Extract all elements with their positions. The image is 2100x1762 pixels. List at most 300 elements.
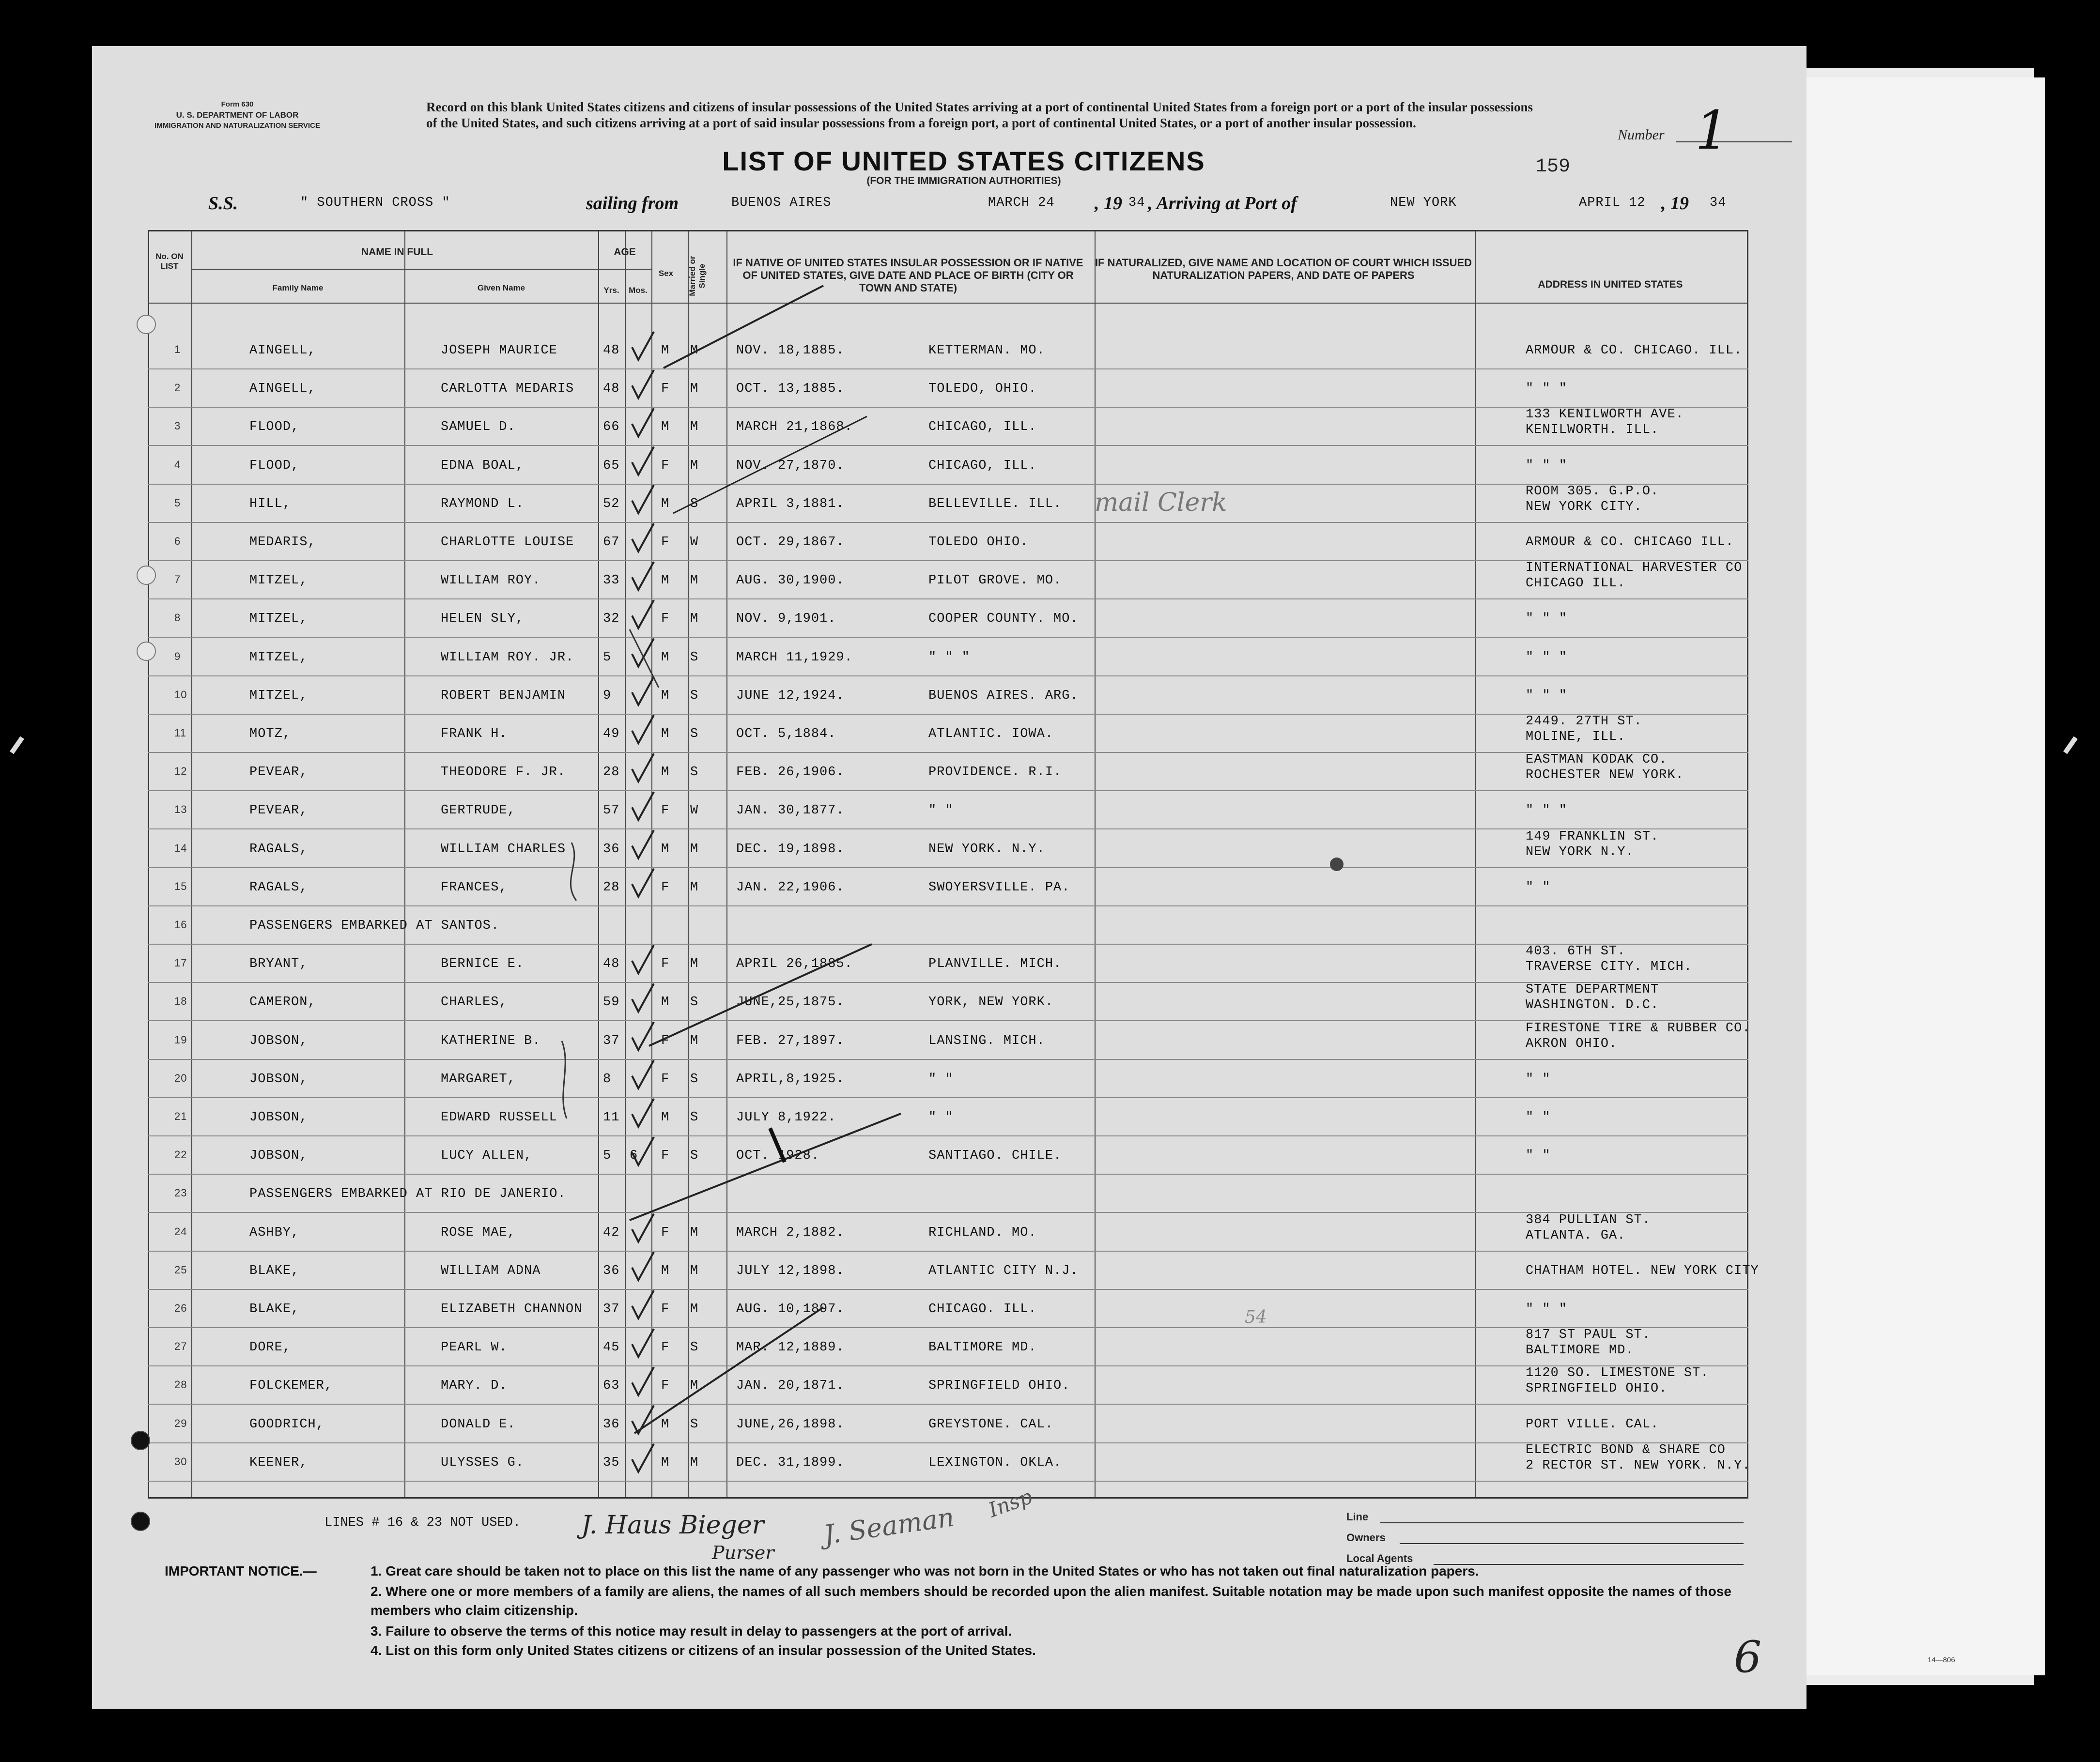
underlying-sheet-edge (1792, 77, 2045, 1675)
birth-date: NOV. 18,1885. (736, 343, 845, 358)
given-name: WILLIAM ROY. (441, 573, 541, 588)
marital-status: W (690, 803, 699, 818)
family-name: PASSENGERS EMBARKED AT SANTOS. (249, 919, 500, 933)
row-rule (148, 368, 1748, 369)
header-rule (191, 269, 651, 270)
marital-status: S (690, 1110, 699, 1125)
birth-place: LANSING. MICH. (928, 1033, 1045, 1048)
sex: M (661, 1417, 670, 1432)
row-rule (148, 1097, 1748, 1098)
sex: M (661, 343, 670, 358)
birth-date: APRIL 3,1881. (736, 496, 845, 511)
address-line-1: " " " (1526, 803, 1568, 818)
birth-place: " " (928, 803, 954, 818)
sex: F (661, 1225, 670, 1240)
page-subtitle: (FOR THE IMMIGRATION AUTHORITIES) (866, 175, 1061, 186)
row-number: 8 (174, 612, 181, 624)
row-rule (148, 560, 1748, 561)
family-name: PEVEAR, (249, 765, 308, 780)
purser-signature: J. Haus Bieger (581, 1511, 764, 1540)
address-line-1: FIRESTONE TIRE & RUBBER CO. (1526, 1021, 1751, 1036)
birth-date: AUG. 30,1900. (736, 573, 845, 588)
notice-item-2: 2. Where one or more members of a family are aliens, the names of all such members should be recorded upon the alien manifest. Suitable notation may be made upon such manifest opposite the names of those members who claim citizenship. (371, 1584, 1731, 1618)
age-years: 5 (603, 1149, 612, 1164)
binder-hole (131, 1512, 150, 1531)
row-number: 2 (174, 382, 181, 394)
marital-status: M (690, 458, 699, 473)
age-years: 66 (603, 420, 620, 435)
col-family-name: Family Name (272, 283, 324, 292)
address-line-1: " " " (1526, 650, 1568, 665)
row-rule (148, 828, 1748, 829)
age-years: 37 (603, 1033, 620, 1048)
departure-date: MARCH 24 (988, 196, 1055, 210)
given-name: BERNICE E. (441, 957, 525, 972)
marital-status: S (690, 1340, 699, 1355)
sex: M (661, 650, 670, 665)
table-row (148, 523, 1748, 562)
row-number: 24 (174, 1225, 187, 1238)
table-row (148, 1329, 1748, 1367)
given-name: SAMUEL D. (441, 420, 516, 435)
marital-status: M (690, 1033, 699, 1048)
line-label: Line (1346, 1511, 1369, 1523)
address-line-1: CHATHAM HOTEL. NEW YORK CITY (1526, 1263, 1759, 1278)
given-name: EDWARD RUSSELL (441, 1110, 557, 1125)
departure-port: BUENOS AIRES (731, 196, 832, 210)
given-name: LUCY ALLEN, (441, 1149, 533, 1164)
age-years: 59 (603, 995, 620, 1010)
sex: M (661, 765, 670, 780)
clip-mark-left (10, 736, 24, 754)
row-number: 3 (174, 420, 181, 432)
table-row (148, 562, 1748, 600)
birth-place: BALTIMORE MD. (928, 1340, 1037, 1355)
row-rule (148, 484, 1748, 485)
age-years: 49 (603, 727, 620, 741)
table-row (148, 639, 1748, 677)
row-rule (148, 790, 1748, 791)
address-line-1: 133 KENILWORTH AVE. (1526, 407, 1684, 422)
table-row (148, 1367, 1748, 1405)
sex: F (661, 1302, 670, 1317)
form-number: Form 630 (221, 100, 254, 108)
birth-date: DEC. 19,1898. (736, 842, 845, 857)
row-rule (148, 1251, 1748, 1252)
table-row (148, 907, 1748, 945)
family-name: PEVEAR, (249, 803, 308, 818)
address-line-2: NEW YORK CITY. (1526, 499, 1642, 514)
birth-place: NEW YORK. N.Y. (928, 842, 1045, 857)
family-name: JOBSON, (249, 1149, 308, 1164)
owners-underline (1400, 1543, 1744, 1544)
table-row (148, 1137, 1748, 1175)
birth-place: GREYSTONE. CAL. (928, 1417, 1054, 1432)
birth-place: PILOT GROVE. MO. (928, 573, 1062, 588)
marital-status: S (690, 995, 699, 1010)
given-name: MARGARET, (441, 1072, 516, 1087)
given-name: WILLIAM CHARLES (441, 842, 566, 857)
row-rule (148, 1289, 1748, 1290)
birth-date: JUNE,26,1898. (736, 1417, 845, 1432)
table-row (148, 715, 1748, 753)
arrival-date: APRIL 12 (1579, 196, 1646, 210)
birth-place: SWOYERSVILLE. PA. (928, 880, 1070, 895)
marital-status: M (690, 957, 699, 972)
sex: F (661, 458, 670, 473)
family-name: MITZEL, (249, 612, 308, 627)
family-name: MEDARIS, (249, 535, 316, 550)
birth-place: CHICAGO, ILL. (928, 420, 1037, 435)
binder-hole (137, 315, 156, 334)
notice-item-4: 4. List on this form only United States citizens or citizens of an insular possession of the United States. (371, 1643, 1036, 1658)
address-line-1: " " " (1526, 458, 1568, 473)
birth-date: MARCH 21,1868. (736, 420, 853, 435)
marital-status: S (690, 765, 699, 780)
table-row (148, 983, 1748, 1022)
birth-place: " " " (928, 650, 971, 665)
service-name: IMMIGRATION AND NATURALIZATION SERVICE (154, 122, 320, 130)
birth-place: " " (928, 1072, 954, 1087)
row-number: 14 (174, 842, 187, 854)
row-number: 4 (174, 458, 181, 471)
sailing-label: sailing from (586, 193, 679, 214)
family-name: RAGALS, (249, 842, 308, 857)
row-rule (148, 1059, 1748, 1060)
birth-date: JUNE,25,1875. (736, 995, 845, 1010)
address-line-1: " " (1526, 1072, 1551, 1087)
marital-status: M (690, 1455, 699, 1470)
address-line-2: SPRINGFIELD OHIO. (1526, 1381, 1668, 1396)
address-line-1: 149 FRANKLIN ST. (1526, 829, 1659, 844)
birth-date: MARCH 11,1929. (736, 650, 853, 665)
table-row (148, 370, 1748, 408)
address-line-1: " " (1526, 1149, 1551, 1164)
given-name: ROSE MAE, (441, 1225, 516, 1240)
given-name: WILLIAM ADNA (441, 1263, 541, 1278)
table-row (148, 600, 1748, 638)
row-rule (148, 1174, 1748, 1175)
age-years: 36 (603, 842, 620, 857)
age-years: 48 (603, 382, 620, 397)
col-address: ADDRESS IN UNITED STATES (1538, 279, 1683, 290)
table-row (148, 830, 1748, 869)
birth-date: OCT. 29,1867. (736, 535, 845, 550)
inspector-title: Insp (985, 1484, 1035, 1522)
sex: M (661, 1455, 670, 1470)
mid-stamp: 54 (1245, 1307, 1267, 1327)
arriving-label: , Arriving at Port of (1148, 193, 1297, 214)
row-rule (148, 1365, 1748, 1366)
address-line-2: 2 RECTOR ST. NEW YORK. N.Y. (1526, 1458, 1751, 1473)
row-rule (148, 867, 1748, 868)
birth-place: SANTIAGO. CHILE. (928, 1149, 1062, 1164)
sex: M (661, 688, 670, 703)
stamp-number: 159 (1535, 156, 1571, 178)
marital-status: M (690, 573, 699, 588)
form-instructions: Record on this blank United States citizens and citizens of insular possessions of the United States arriving at a port of continental United States from a foreign port or a port of the insular possessions of the United States, and such citizens arriving at a port of said insular possessions from a foreign port, a port of continental United States, or a port of another insular possession. (426, 100, 1533, 130)
col-yrs: Yrs. (603, 286, 619, 295)
given-name: FRANK H. (441, 727, 508, 741)
table-row (148, 1252, 1759, 1290)
birth-date: FEB. 26,1906. (736, 765, 845, 780)
address-line-2: ATLANTA. GA. (1526, 1228, 1626, 1243)
row-rule (148, 1481, 1748, 1482)
sex: M (661, 842, 670, 857)
address-line-1: 403. 6TH ST. (1526, 944, 1626, 959)
row-number: 1 (174, 343, 181, 355)
row-number: 11 (174, 727, 186, 739)
family-name: FLOOD, (249, 420, 300, 435)
given-name: KATHERINE B. (441, 1033, 541, 1048)
list-number: 1 (1695, 99, 1729, 161)
marital-status: M (690, 1263, 699, 1278)
given-name: THEODORE F. JR. (441, 765, 566, 780)
birth-place: CHICAGO, ILL. (928, 458, 1037, 473)
row-number: 30 (174, 1455, 187, 1468)
row-rule (148, 1212, 1748, 1213)
family-name: HILL, (249, 496, 292, 511)
arrival-year: 34 (1710, 196, 1727, 210)
sex: F (661, 1379, 670, 1394)
table-row (148, 1175, 1748, 1213)
family-name: BLAKE, (249, 1302, 300, 1317)
family-name: KEENER, (249, 1455, 308, 1470)
notice-item-3: 3. Failure to observe the terms of this notice may result in delay to passengers at the port of arrival. (371, 1624, 1012, 1639)
table-row (148, 332, 1748, 370)
birth-date: OCT. 1928. (736, 1149, 820, 1164)
birth-place: TOLEDO OHIO. (928, 535, 1029, 550)
birth-place: TOLEDO, OHIO. (928, 382, 1037, 397)
family-name: JOBSON, (249, 1033, 308, 1048)
row-number: 16 (174, 919, 187, 931)
row-number: 10 (174, 688, 187, 701)
family-name: PASSENGERS EMBARKED AT RIO DE JANERIO. (249, 1187, 566, 1202)
birth-place: ATLANTIC CITY N.J. (928, 1263, 1079, 1278)
table-row (148, 869, 1748, 907)
age-years: 36 (603, 1417, 620, 1432)
birth-date: JAN. 20,1871. (736, 1379, 845, 1394)
birth-place: COOPER COUNTY. MO. (928, 612, 1079, 627)
given-name: ELIZABETH CHANNON (441, 1302, 583, 1317)
family-name: ASHBY, (249, 1225, 300, 1240)
lines-not-used-note: LINES # 16 & 23 NOT USED. (324, 1516, 521, 1530)
birth-date: NOV. 27,1870. (736, 458, 845, 473)
given-name: JOSEPH MAURICE (441, 343, 557, 358)
row-number: 19 (174, 1033, 187, 1046)
birth-place: LEXINGTON. OKLA. (928, 1455, 1062, 1470)
birth-date: AUG. 10,1897. (736, 1302, 845, 1317)
address-line-1: " " " (1526, 612, 1568, 627)
sex: M (661, 995, 670, 1010)
address-line-1: ELECTRIC BOND & SHARE CO (1526, 1442, 1726, 1457)
age-years: 48 (603, 343, 620, 358)
marital-status: S (690, 1072, 699, 1087)
sex: F (661, 1072, 670, 1087)
given-name: CHARLOTTE LOUISE (441, 535, 574, 550)
arrival-port: NEW YORK (1390, 196, 1457, 210)
marital-status: S (690, 1149, 699, 1164)
age-years: 48 (603, 957, 620, 972)
given-name: MARY. D. (441, 1379, 508, 1394)
birth-date: JULY 8,1922. (736, 1110, 836, 1125)
family-name: MITZEL, (249, 688, 308, 703)
marital-status: M (690, 612, 699, 627)
address-line-1: 1120 SO. LIMESTONE ST. (1526, 1366, 1709, 1381)
sex: M (661, 727, 670, 741)
row-number: 20 (174, 1072, 187, 1084)
family-name: AINGELL, (249, 382, 316, 397)
given-name: CHARLES, (441, 995, 508, 1010)
birth-place: " " (928, 1110, 954, 1125)
table-row (148, 792, 1748, 830)
marital-status: S (690, 496, 699, 511)
age-years: 35 (603, 1455, 620, 1470)
sex: F (661, 535, 670, 550)
birth-date: MARCH 2,1882. (736, 1225, 845, 1240)
row-number: 18 (174, 995, 187, 1008)
department-name: U. S. DEPARTMENT OF LABOR (176, 110, 299, 120)
sex: F (661, 1033, 670, 1048)
table-row (148, 1060, 1748, 1099)
age-years: 28 (603, 880, 620, 895)
row-number: 21 (174, 1110, 187, 1122)
sex: M (661, 1110, 670, 1125)
address-line-1: " " (1526, 1110, 1551, 1125)
table-row (148, 945, 1748, 983)
col-mos: Mos. (629, 286, 648, 295)
birth-date: JAN. 30,1877. (736, 803, 845, 818)
address-line-2: MOLINE, ILL. (1526, 730, 1626, 744)
given-name: ULYSSES G. (441, 1455, 525, 1470)
sex: F (661, 1340, 670, 1355)
col-no-on-list: No. ON LIST (155, 252, 184, 271)
address-line-1: INTERNATIONAL HARVESTER CO (1526, 561, 1743, 576)
birth-date: APRIL 26,1885. (736, 957, 853, 972)
age-years: 52 (603, 496, 620, 511)
form-identifier (150, 99, 324, 131)
birth-place: BUENOS AIRES. ARG. (928, 688, 1079, 703)
address-line-1: ARMOUR & CO. CHICAGO. ILL. (1526, 343, 1743, 358)
age-years: 11 (603, 1110, 620, 1125)
row-rule (148, 675, 1748, 676)
col-married-single: Married or Single (688, 256, 707, 296)
row-number: 12 (174, 765, 187, 778)
table-row (148, 1021, 1751, 1060)
col-sex: Sex (658, 269, 674, 278)
address-line-1: 817 ST PAUL ST. (1526, 1328, 1651, 1343)
marital-status: M (690, 1302, 699, 1317)
family-name: DORE, (249, 1340, 292, 1355)
notice-item-1: 1. Great care should be taken not to place on this list the name of any passenger who was not born in the United States or who has not taken out final naturalization papers. (371, 1563, 1479, 1578)
marital-status: S (690, 1417, 699, 1432)
family-name: RAGALS, (249, 880, 308, 895)
voyage-line (208, 193, 1758, 222)
marital-status: M (690, 1379, 699, 1394)
sex: F (661, 803, 670, 818)
row-number: 6 (174, 535, 181, 547)
row-rule (148, 1135, 1748, 1136)
family-name: FLOOD, (249, 458, 300, 473)
arrival-year-prefix: , 19 (1661, 193, 1689, 214)
page-title: LIST OF UNITED STATES CITIZENS (722, 146, 1205, 176)
birth-place: PROVIDENCE. R.I. (928, 765, 1062, 780)
address-line-2: AKRON OHIO. (1526, 1036, 1618, 1051)
form-code: 14—806 (1928, 1656, 1955, 1664)
age-years: 63 (603, 1379, 620, 1394)
sex: F (661, 880, 670, 895)
row-rule (148, 407, 1748, 408)
table-row (148, 447, 1748, 485)
row-rule (148, 944, 1748, 945)
col-age: AGE (614, 246, 636, 258)
sex: M (661, 420, 670, 435)
age-years: 8 (603, 1072, 612, 1087)
sex: M (661, 496, 670, 511)
row-rule (148, 522, 1748, 523)
birth-place: RICHLAND. MO. (928, 1225, 1037, 1240)
address-line-1: EASTMAN KODAK CO. (1526, 752, 1668, 767)
row-number: 27 (174, 1340, 187, 1353)
binder-hole (137, 566, 156, 585)
age-years: 42 (603, 1225, 620, 1240)
table-row (148, 753, 1748, 792)
birth-date: JULY 12,1898. (736, 1263, 845, 1278)
age-years: 57 (603, 803, 620, 818)
col-birth: IF NATIVE OF UNITED STATES INSULAR POSSESSION OR IF NATIVE OF UNITED STATES, GIVE DATE AND PLACE OF BIRTH (CITY OR TOWN AND STATE) (733, 257, 1083, 294)
address-line-1: STATE DEPARTMENT (1526, 982, 1659, 997)
family-name: AINGELL, (249, 343, 316, 358)
row-rule (148, 637, 1748, 638)
header-rule (148, 303, 1748, 304)
address-line-2: KENILWORTH. ILL. (1526, 423, 1659, 438)
row-number: 28 (174, 1379, 187, 1391)
address-line-1: ROOM 305. G.P.O. (1526, 484, 1659, 499)
row-number: 26 (174, 1302, 187, 1314)
address-line-2: CHICAGO ILL. (1526, 576, 1626, 591)
departure-year: 34 (1128, 196, 1145, 210)
number-label: Number (1618, 127, 1665, 143)
col-naturalized: IF NATURALIZED, GIVE NAME AND LOCATION OF COURT WHICH ISSUED NATURALIZATION PAPERS, AND DATE OF PAPERS (1095, 257, 1472, 281)
birth-place: BELLEVILLE. ILL. (928, 496, 1062, 511)
row-number: 15 (174, 880, 187, 892)
age-months: 6 (630, 1149, 638, 1164)
family-name: MITZEL, (249, 573, 308, 588)
marital-status: M (690, 382, 699, 397)
address-line-2: BALTIMORE MD. (1526, 1343, 1634, 1358)
table-row (148, 408, 1748, 446)
row-rule (148, 445, 1748, 446)
row-rule (148, 1442, 1748, 1443)
number-underline (1676, 141, 1792, 142)
row-number: 29 (174, 1417, 187, 1429)
row-rule (148, 905, 1748, 906)
row-rule (148, 598, 1748, 599)
table-row (148, 1214, 1748, 1252)
birth-date: DEC. 31,1899. (736, 1455, 845, 1470)
age-years: 36 (603, 1263, 620, 1278)
age-years: 9 (603, 688, 612, 703)
marital-status: M (690, 1225, 699, 1240)
given-name: PEARL W. (441, 1340, 508, 1355)
departure-year-prefix: , 19 (1095, 193, 1122, 214)
age-years: 65 (603, 458, 620, 473)
birth-date: FEB. 27,1897. (736, 1033, 845, 1048)
sex: M (661, 1263, 670, 1278)
family-name: BRYANT, (249, 957, 308, 972)
marital-status: M (690, 880, 699, 895)
age-years: 28 (603, 765, 620, 780)
